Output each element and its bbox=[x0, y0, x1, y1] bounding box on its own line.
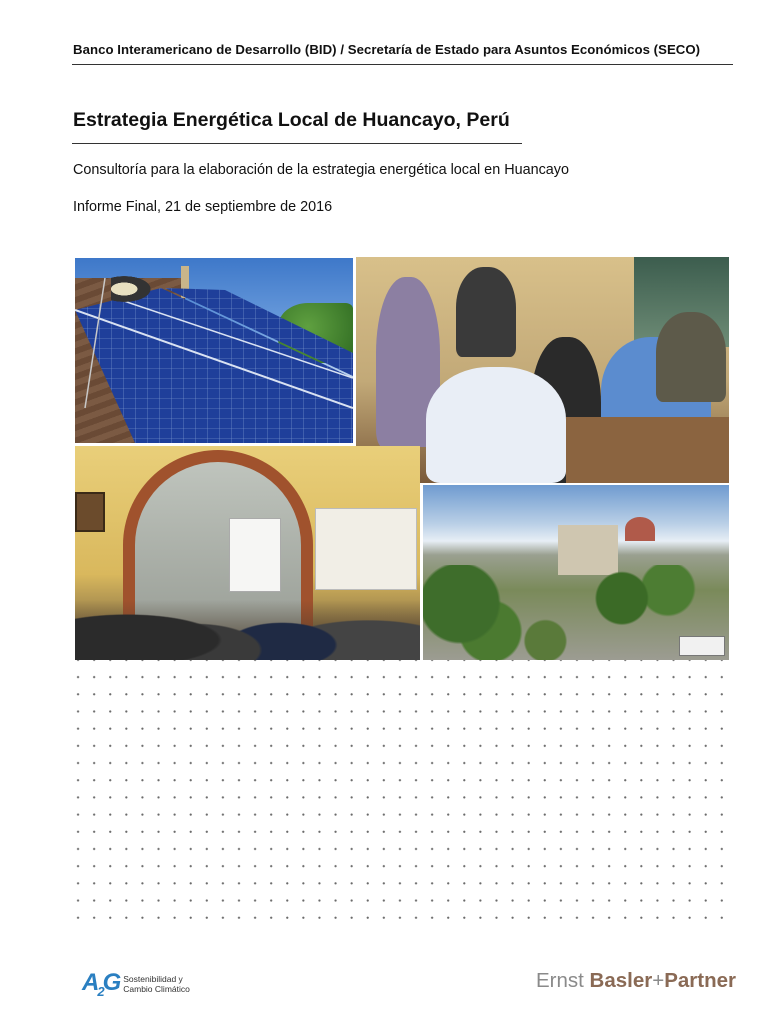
audience bbox=[75, 560, 420, 660]
meeting-table bbox=[566, 417, 729, 483]
header-organizations: Banco Interamericano de Desarrollo (BID) / Secretaría de Estado para Asuntos Económicos (SECO) bbox=[73, 42, 701, 57]
header-divider bbox=[72, 64, 733, 65]
workshop-photo bbox=[75, 446, 420, 660]
report-date: Informe Final, 21 de septiembre de 2016 bbox=[73, 199, 333, 215]
participant bbox=[456, 267, 516, 357]
bus bbox=[679, 636, 725, 656]
picture-frame bbox=[75, 492, 105, 532]
town-plaza-photo bbox=[423, 485, 729, 660]
a2g-logo-mark: $A_2G$ bbox=[82, 969, 120, 999]
a2g-logo bbox=[82, 969, 190, 999]
worker bbox=[111, 274, 155, 304]
document-subtitle: Consultoría para la elaboración de la estrategia energética local en Huancayo bbox=[73, 162, 569, 178]
participant bbox=[426, 367, 566, 483]
ebp-logo: Ernst Basler+Partner bbox=[536, 969, 736, 992]
church-dome bbox=[625, 517, 655, 541]
participant bbox=[656, 312, 726, 402]
solar-panels-photo bbox=[75, 258, 353, 443]
a2g-logo-text: Sostenibilidad y Cambio Climático bbox=[123, 974, 190, 994]
document-title: Estrategia Energética Local de Huancayo, Perú bbox=[73, 109, 510, 131]
title-divider bbox=[72, 143, 522, 144]
